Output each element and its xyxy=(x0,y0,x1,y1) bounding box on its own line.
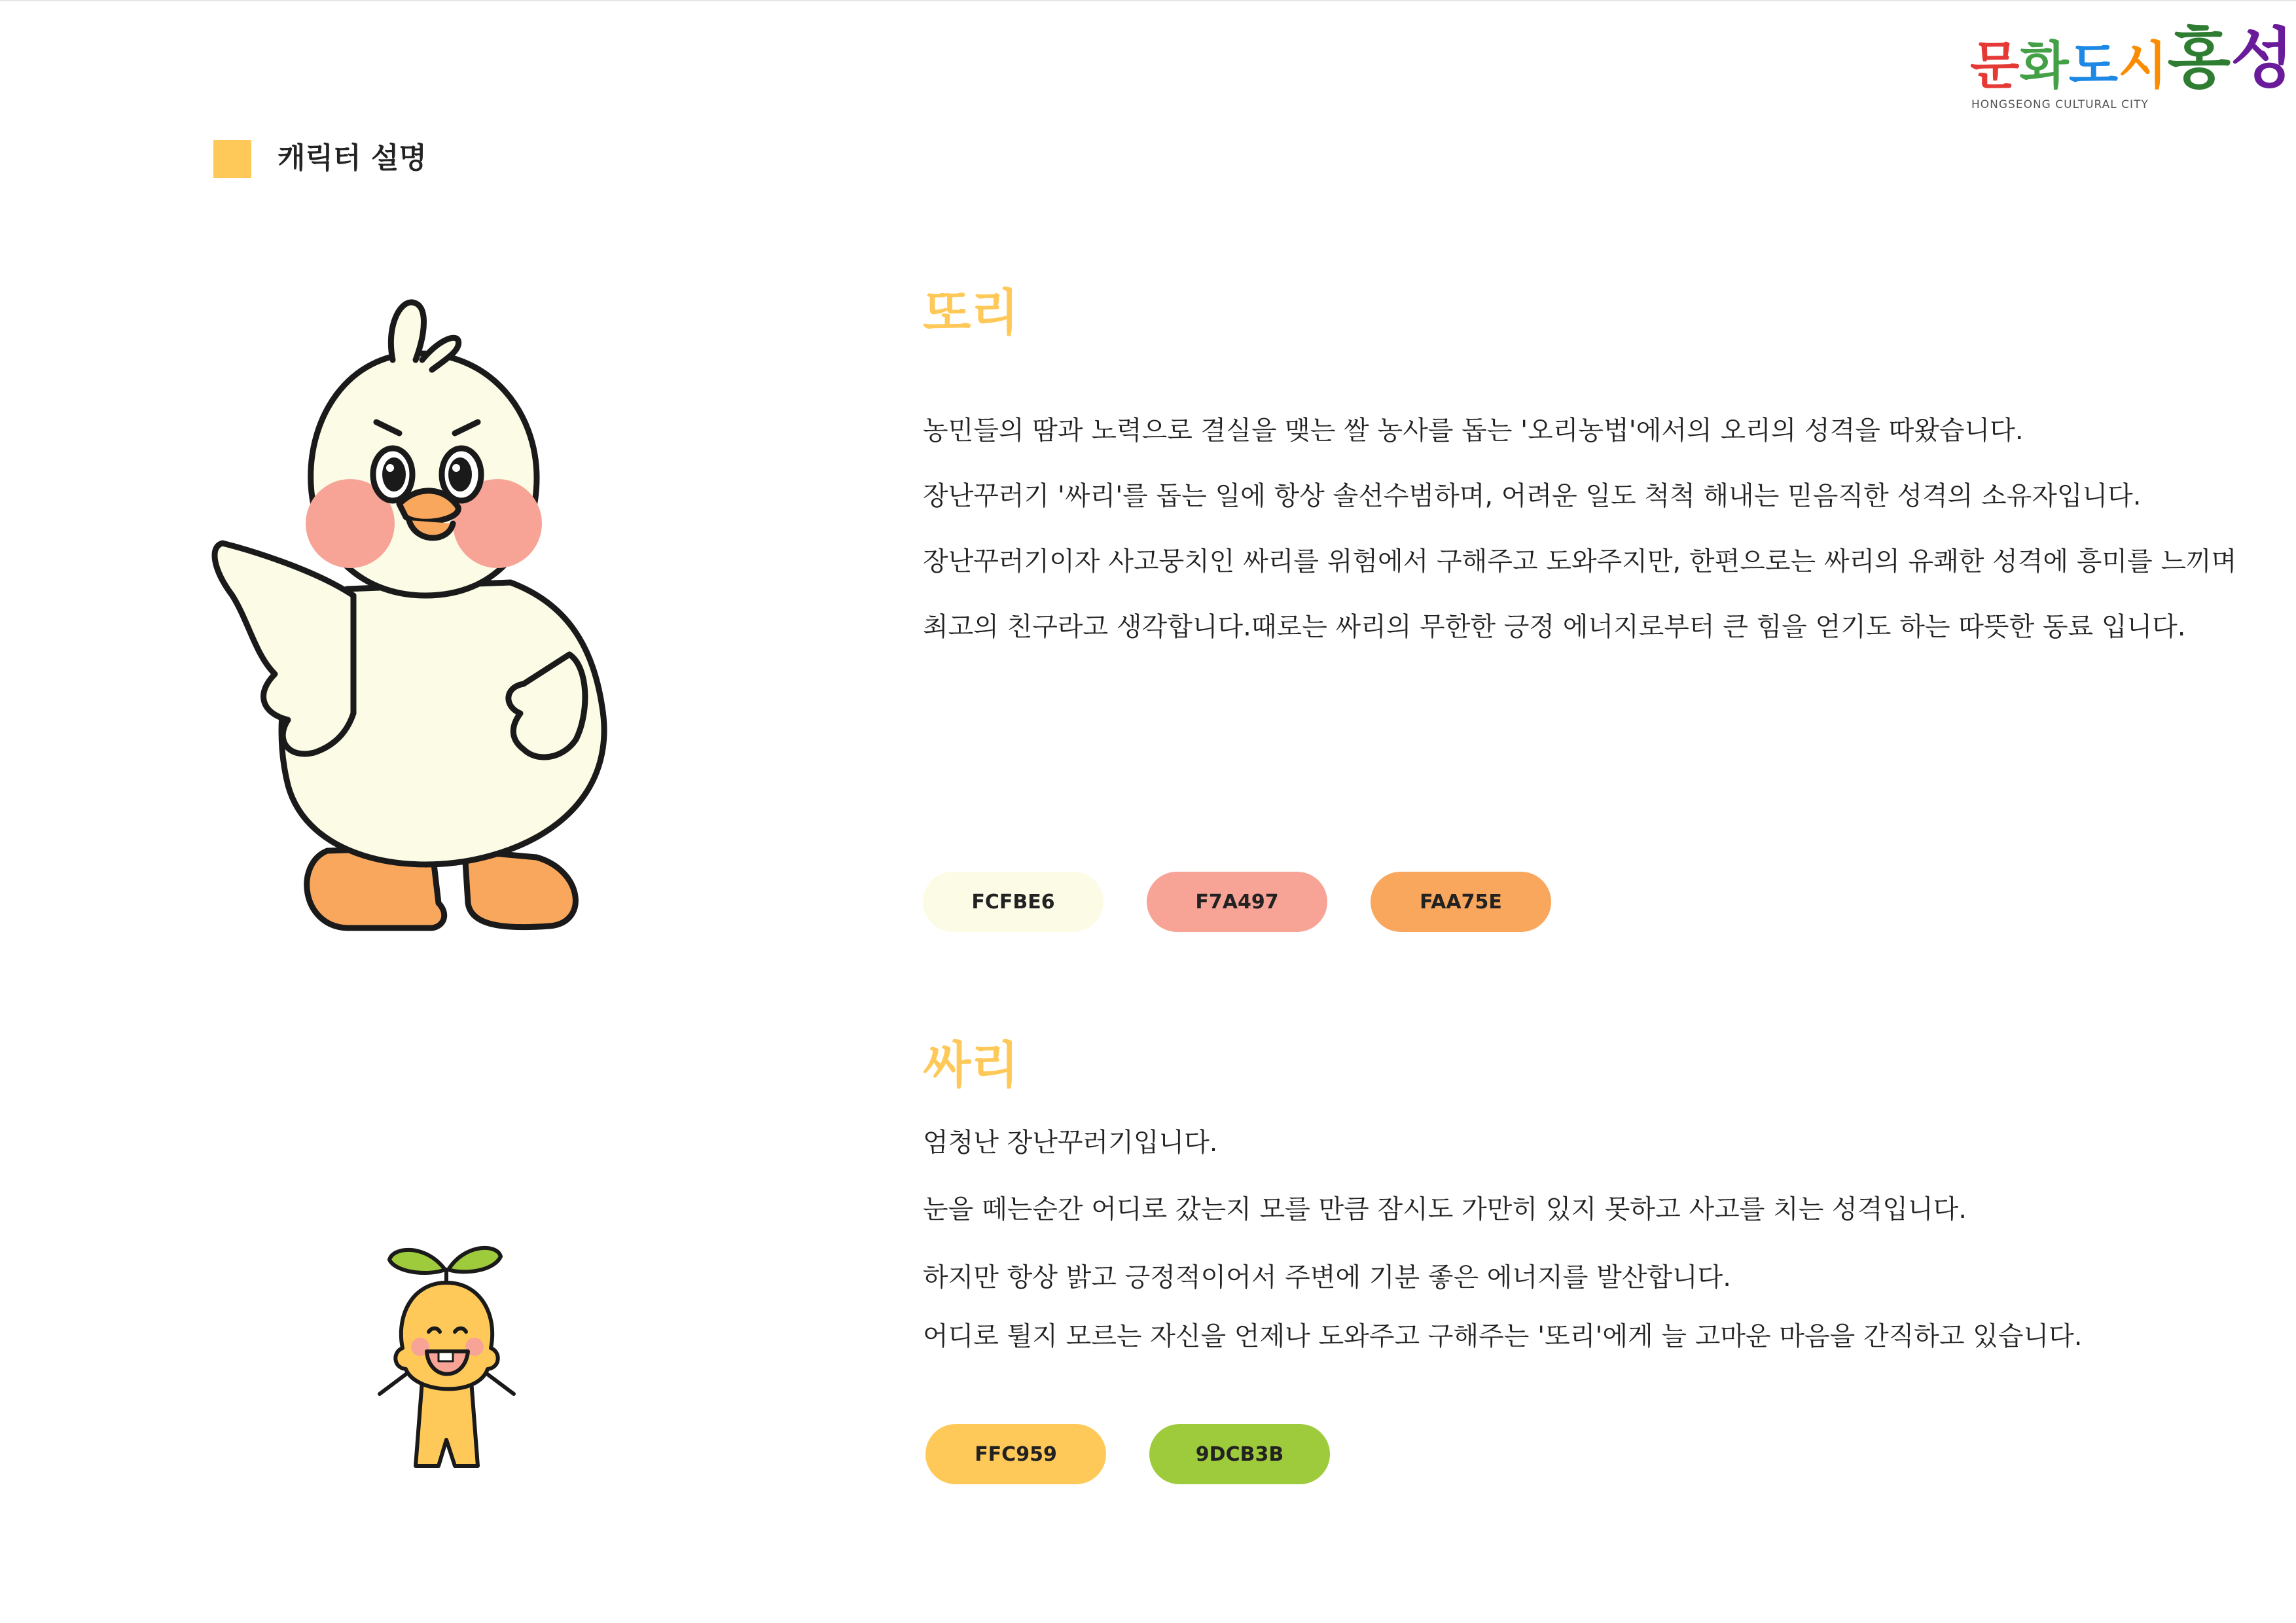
ttori-description-line: 농민들의 땀과 노력으로 결실을 맺는 쌀 농사를 돕는 '오리농법'에서의 오리의 성격을 따왔습니다. xyxy=(923,416,2024,446)
ssari-description-line: 눈을 떼는순간 어디로 갔는지 모를 만큼 잠시도 가만히 있지 못하고 사고를 치는 성격입니다. xyxy=(923,1194,1967,1224)
logo-char: 성 xyxy=(2231,20,2294,97)
logo-char: 문 xyxy=(1970,37,2020,96)
color-chip-f7a497: F7A497 xyxy=(1147,872,1327,932)
logo-char: 도 xyxy=(2068,37,2119,96)
character-name-ssari: 싸리 xyxy=(923,1036,1019,1094)
ssari-sprout-illustration xyxy=(367,1230,530,1479)
logo-wordmark xyxy=(1970,20,2294,97)
ttori-duck-illustration xyxy=(196,288,641,942)
ssari-description-line: 어디로 튈지 모르는 자신을 언제나 도와주고 구해주는 '또리'에게 늘 고마운 마음을 간직하고 있습니다. xyxy=(923,1321,2083,1351)
logo-char: 시 xyxy=(2118,37,2168,96)
ssari-description-line: 하지만 항상 밝고 긍정적이어서 주변에 기분 좋은 에너지를 발산합니다. xyxy=(923,1262,1731,1293)
hongseong-logo xyxy=(1970,20,2294,118)
logo-char: 화 xyxy=(2019,37,2069,96)
color-chip-fcfbe6: FCFBE6 xyxy=(923,872,1103,932)
color-chip-ffc959: FFC959 xyxy=(925,1424,1106,1484)
section-marker xyxy=(213,140,251,178)
top-border xyxy=(0,0,2296,1)
character-name-ttori: 또리 xyxy=(923,283,1019,342)
ssari-description-line: 엄청난 장난꾸러기입니다. xyxy=(923,1128,1218,1158)
ttori-description-line: 최고의 친구라고 생각합니다.때로는 싸리의 무한한 긍정 에너지로부터 큰 힘을 얻기도 하는 따뜻한 동료 입니다. xyxy=(923,612,2186,642)
color-chip-9dcb3b: 9DCB3B xyxy=(1149,1424,1330,1484)
section-title: 캐릭터 설명 xyxy=(278,141,427,175)
ttori-description-line: 장난꾸러기 '싸리'를 돕는 일에 항상 솔선수범하며, 어려운 일도 척척 해내는 믿음직한 성격의 소유자입니다. xyxy=(923,481,2142,511)
color-chip-faa75e: FAA75E xyxy=(1371,872,1551,932)
ttori-description-line: 장난꾸러기이자 사고뭉치인 싸리를 위험에서 구해주고 도와주지만, 한편으로는 싸리의 유쾌한 성격에 흥미를 느끼며 xyxy=(923,546,2237,577)
logo-char: 홍 xyxy=(2167,20,2231,97)
logo-subtitle: HONGSEONG CULTURAL CITY xyxy=(1971,98,2149,111)
